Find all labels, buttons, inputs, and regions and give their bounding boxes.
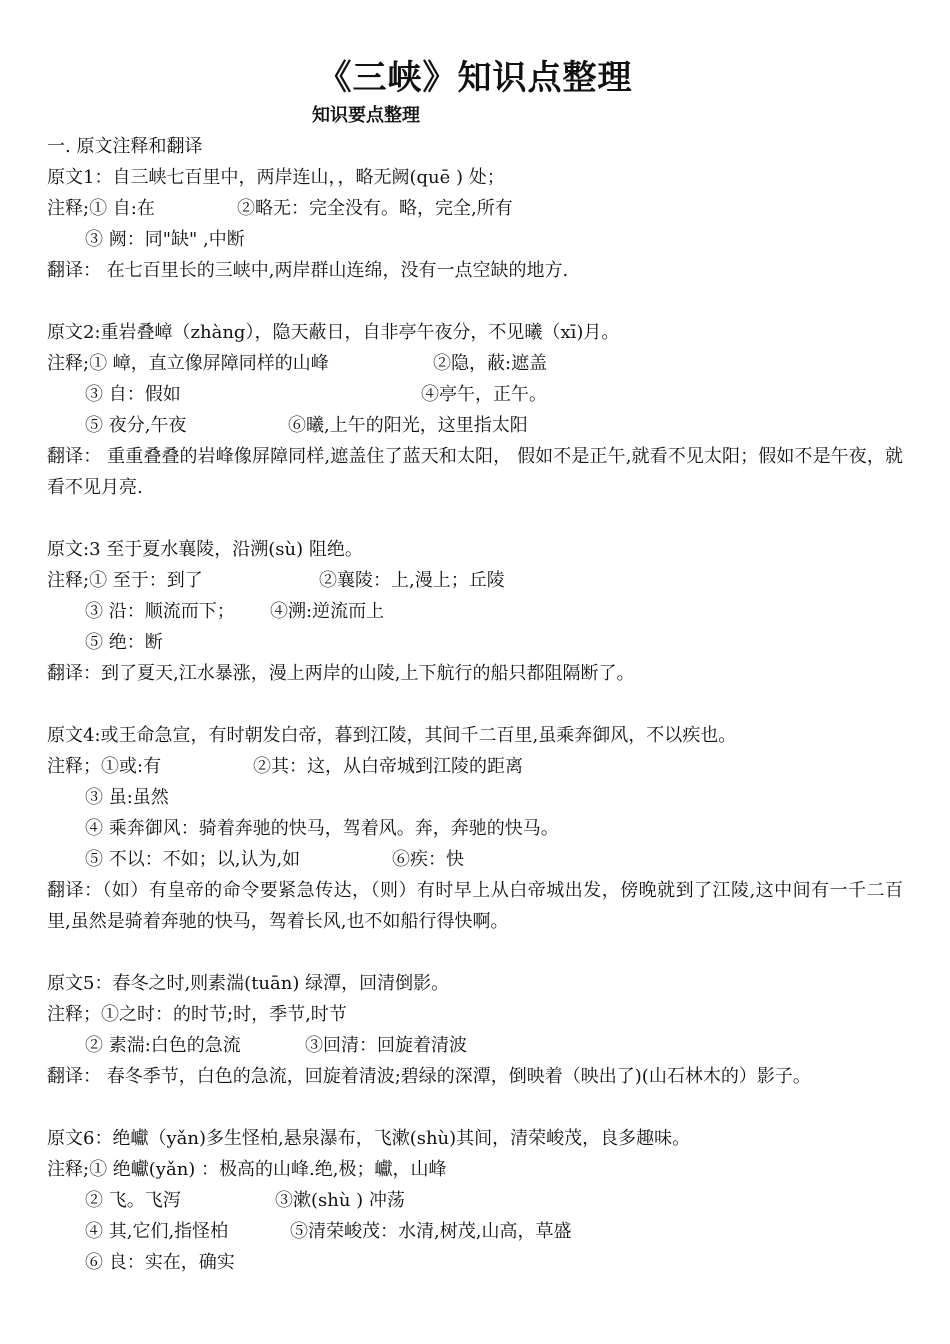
passage-block-6: [47, 1123, 903, 1278]
note-item: 注释；①之时：的时节;时，季节,时节: [47, 1004, 347, 1025]
note-line: [47, 751, 903, 782]
original-text: 原文5：春冬之时,则素湍(tuān) 绿潭，回清倒影。: [47, 973, 450, 994]
translation-text: 翻译： 重重叠叠的岩峰像屏障同样,遮盖住了蓝天和太阳， 假如不是正午,就看不见太阳；假如不是午夜，就看不见月亮.: [47, 446, 903, 498]
note-item: 注释;① 至于：到了: [47, 570, 203, 591]
note-line: [47, 224, 903, 255]
note-line: [47, 1216, 903, 1247]
note-item: 注释；①或:有: [47, 756, 162, 777]
note-item: ④溯:逆流而上: [270, 601, 385, 622]
note-item: ②隐，蔽:遮盖: [433, 353, 548, 374]
note-line: [47, 999, 903, 1030]
note-line: [47, 379, 903, 410]
note-item: 注释;① 自:在: [47, 198, 155, 219]
note-line: [47, 565, 903, 596]
note-line: [47, 1247, 903, 1278]
note-item: ⑤清荣峻茂：水清,树茂,山高，草盛: [290, 1221, 572, 1242]
note-item: ⑤ 不以：不如；以,认为,如: [85, 849, 301, 870]
original-text: 原文:3 至于夏水襄陵，沿溯(sù) 阻绝。: [47, 539, 363, 560]
note-item: ⑥曦,上午的阳光，这里指太阳: [288, 415, 528, 436]
note-line: [47, 348, 903, 379]
passage-block-5: [47, 968, 903, 1092]
note-item: ②略无：完全没有。略，完全,所有: [237, 198, 513, 219]
note-item: ③ 虽:虽然: [85, 787, 169, 808]
note-line: [47, 193, 903, 224]
translation-text: 翻译：到了夏天,江水暴涨，漫上两岸的山陵,上下航行的船只都阻隔断了。: [47, 663, 635, 684]
translation-text: 翻译： 春冬季节，白色的急流，回旋着清波;碧绿的深潭，倒映着（映出了)(山石林木的）影子。: [47, 1066, 811, 1087]
note-item: ③漱(shù ) 冲荡: [275, 1190, 405, 1211]
original-text: 原文2:重岩叠嶂（zhàng），隐天蔽日，自非亭午夜分，不见曦（xī)月。: [47, 322, 620, 343]
section-heading: 一. 原文注释和翻译: [47, 136, 203, 157]
note-item: ③回清：回旋着清波: [305, 1035, 467, 1056]
note-line: [47, 1154, 903, 1185]
note-item: ③ 自：假如: [85, 384, 181, 405]
note-item: ③ 沿：顺流而下；: [85, 601, 235, 622]
page-subtitle: 知识要点整理: [312, 105, 420, 126]
note-item: ③ 阙：同"缺" ,中断: [85, 229, 245, 250]
note-item: ②襄陵：上,漫上；丘陵: [319, 570, 505, 591]
note-line: [47, 1185, 903, 1216]
note-line: [47, 782, 903, 813]
passage-block-1: [47, 162, 903, 286]
translation-text: 翻译：（如）有皇帝的命令要紧急传达，（则）有时早上从白帝城出发，傍晚就到了江陵,这中间有一千二百里,虽然是骑着奔驰的快马，驾着长风,也不如船行得快啊。: [47, 880, 903, 932]
original-text: 原文6：绝巘（yǎn)多生怪柏,悬泉瀑布，飞漱(shù)其间，清荣峻茂，良多趣味。: [47, 1128, 691, 1149]
passage-block-4: [47, 720, 903, 937]
note-item: ② 素湍:白色的急流: [85, 1035, 241, 1056]
note-line: [47, 627, 903, 658]
page-title: 《三峡》知识点整理: [317, 58, 633, 98]
note-item: ⑤ 绝：断: [85, 632, 163, 653]
original-text: 原文1：自三峡七百里中，两岸连山，，略无阙(quē ) 处；: [47, 167, 505, 188]
original-text: 原文4:或王命急宣，有时朝发白帝，暮到江陵，其间千二百里,虽乘奔御风，不以疾也。: [47, 725, 737, 746]
note-item: ② 飞。飞泻: [85, 1190, 181, 1211]
translation-text: 翻译： 在七百里长的三峡中,两岸群山连绵，没有一点空缺的地方.: [47, 260, 569, 281]
note-line: [47, 596, 903, 627]
note-item: ④ 其,它们,指怪柏: [85, 1221, 229, 1242]
note-item: ⑥疾：快: [392, 849, 464, 870]
note-item: ⑤ 夜分,午夜: [85, 415, 187, 436]
note-line: [47, 1030, 903, 1061]
note-item: ②其：这，从白帝城到江陵的距离: [253, 756, 523, 777]
passage-block-3: [47, 534, 903, 689]
note-item: 注释;① 绝巘(yǎn) ：极高的山峰.绝,极；巘，山峰: [47, 1159, 447, 1180]
passage-block-2: [47, 317, 903, 503]
note-line: [47, 813, 903, 844]
note-line: [47, 410, 903, 441]
document-body: [47, 131, 903, 1278]
note-item: ④亭午，正午。: [421, 384, 547, 405]
note-item: ⑥ 良：实在，确实: [85, 1252, 235, 1273]
note-item: 注释;① 嶂，直立像屏障同样的山峰: [47, 353, 329, 374]
note-item: ④ 乘奔御风：骑着奔驰的快马，驾着风。奔，奔驰的快马。: [85, 818, 559, 839]
note-line: [47, 844, 903, 875]
